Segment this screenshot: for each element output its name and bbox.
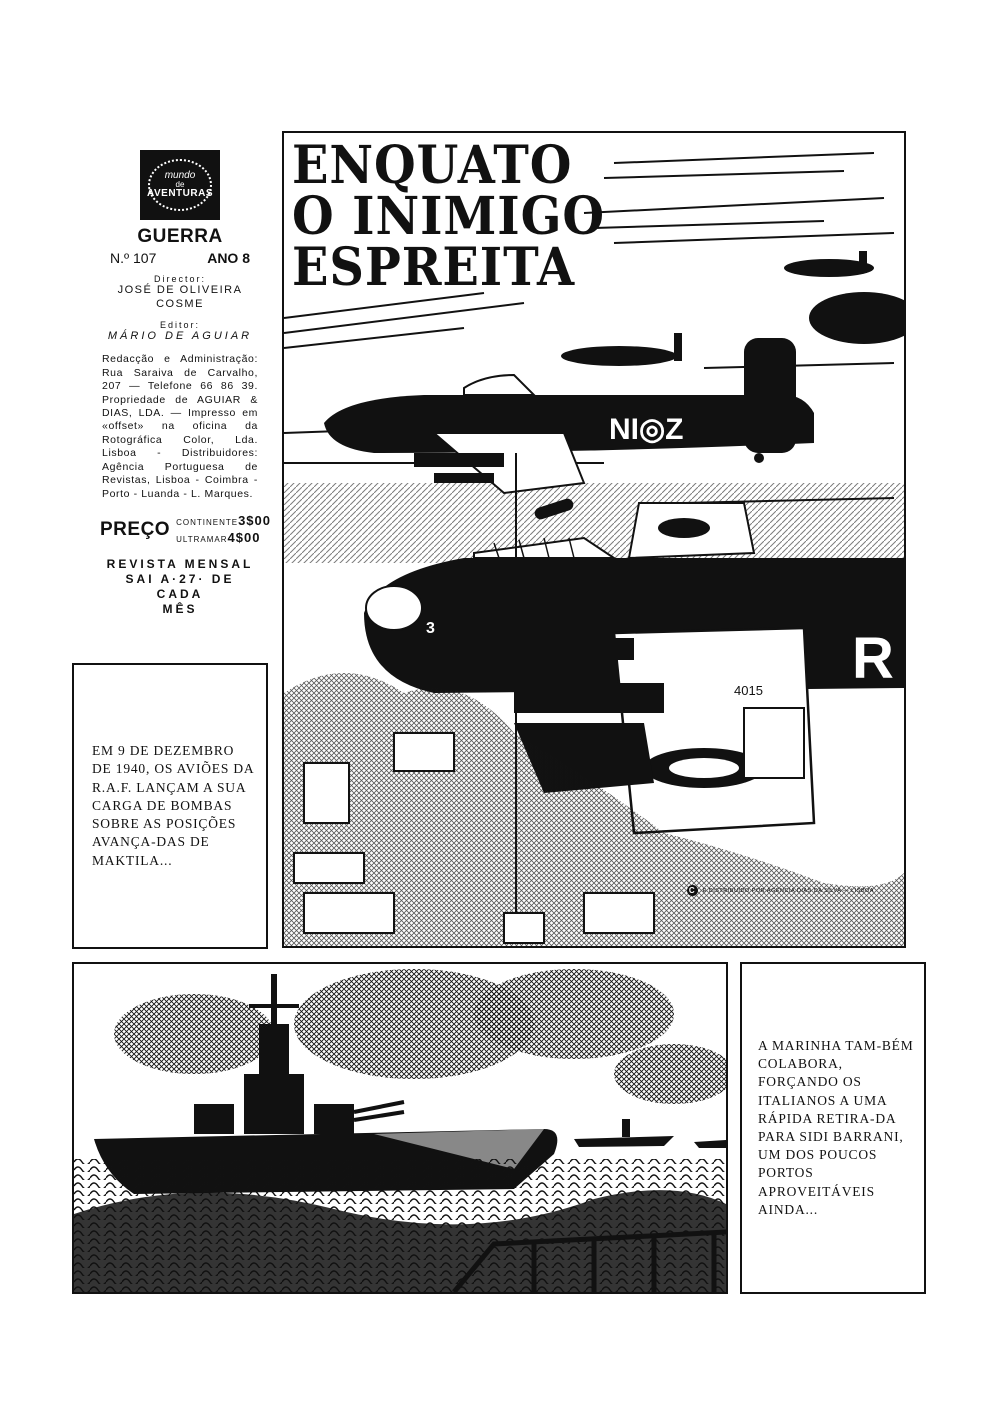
wing-serial: 4015 (734, 683, 763, 698)
caption-text-navy: A MARINHA TAM-BÉM COLABORA, FORÇANDO OS ITALIANOS A UMA RÁPIDA RETIRA-DA PARA SIDI BARRANI, UM DOS POUCOS PORTOS APROVEITÁVEIS AINDA... (758, 1037, 914, 1217)
masthead (100, 150, 271, 617)
monthly-line-3: MÊS (162, 601, 198, 616)
logo-word-1: mundo (164, 170, 196, 181)
distant-bomber-3 (561, 333, 682, 366)
caption-box-navy (740, 962, 926, 1294)
director-label: Director: (153, 274, 206, 284)
editor-label: Editor: (159, 319, 200, 330)
copyright-notice (687, 885, 874, 896)
copyright-text: E DISTRIBUÍDO POR AGÊNCIA DIAS DA SILVA — LISBOA (702, 887, 874, 894)
comic-panel-bombers (282, 131, 906, 948)
editor-name: MÁRIO DE AGUIAR (107, 329, 253, 342)
issue-number: N.º 107 (110, 250, 157, 266)
title-line-2: O INIMIGO (292, 185, 605, 247)
issue-year: ANO 8 (207, 250, 250, 266)
bomber-marking-r: R (852, 626, 894, 691)
monthly-line-1: REVISTA MENSAL (106, 556, 254, 571)
title-line-3: ESPREITA (292, 236, 576, 298)
logo-word-2: de (175, 180, 185, 189)
logo-dotted-ring (148, 159, 212, 211)
publisher-logo (140, 150, 220, 220)
bomber-nioz (324, 338, 814, 493)
bomber-marking-nioz: NI◎Z (609, 413, 684, 446)
comic-panel-warship (72, 962, 728, 1294)
price-overseas-label: ULTRAMAR (176, 534, 228, 544)
director-name-1: JOSÉ DE OLIVEIRA (117, 284, 243, 296)
distant-bomber-2 (809, 292, 904, 344)
copyright-icon: C (687, 885, 698, 896)
price-block (100, 513, 271, 547)
issue-line (100, 250, 260, 266)
imprint-text: Redacção e Administração: Rua Saraiva de Carvalho, 207 — Telefone 66 86 39. Propriedade de AGUIAR & DIAS, LDA. — Impresso em «offset» na oficina da Rotográfica Color, Lda. Lisboa - Distribuidores: Agência Portuguesa de Revistas, Lisboa - Coimbra - Porto - Luanda - L. Marques. (102, 353, 258, 500)
price-continent-value: 3$00 (238, 513, 271, 529)
caption-box-raf (72, 663, 268, 949)
series-title: GUERRA (137, 226, 223, 247)
price-continent-label: CONTINENTE (176, 518, 239, 528)
price-label: PREÇO (100, 518, 171, 540)
smoke-clouds (114, 969, 726, 1104)
bomber-number: 3 (426, 620, 435, 637)
title-line-1: ENQUATO (292, 135, 573, 196)
logo-word-3: AVENTURAS (147, 188, 213, 199)
director-name-2: COSME (156, 297, 204, 310)
price-rows (176, 513, 271, 547)
monthly-notice (100, 557, 260, 617)
caption-text-raf: EM 9 DE DEZEMBRO DE 1940, OS AVIÕES DA R.A.F. LANÇAM A SUA CARGA DE BOMBAS SOBRE AS POSIÇÕES AVANÇA-DAS DE MAKTILA... (92, 743, 254, 868)
price-overseas-value: 4$00 (227, 529, 261, 545)
warship-illustration (74, 964, 726, 1292)
distant-ships (574, 1119, 726, 1148)
monthly-line-2: SAI A·27· DE CADA (125, 571, 235, 601)
story-title (292, 135, 632, 298)
distant-bomber-1 (784, 251, 874, 277)
